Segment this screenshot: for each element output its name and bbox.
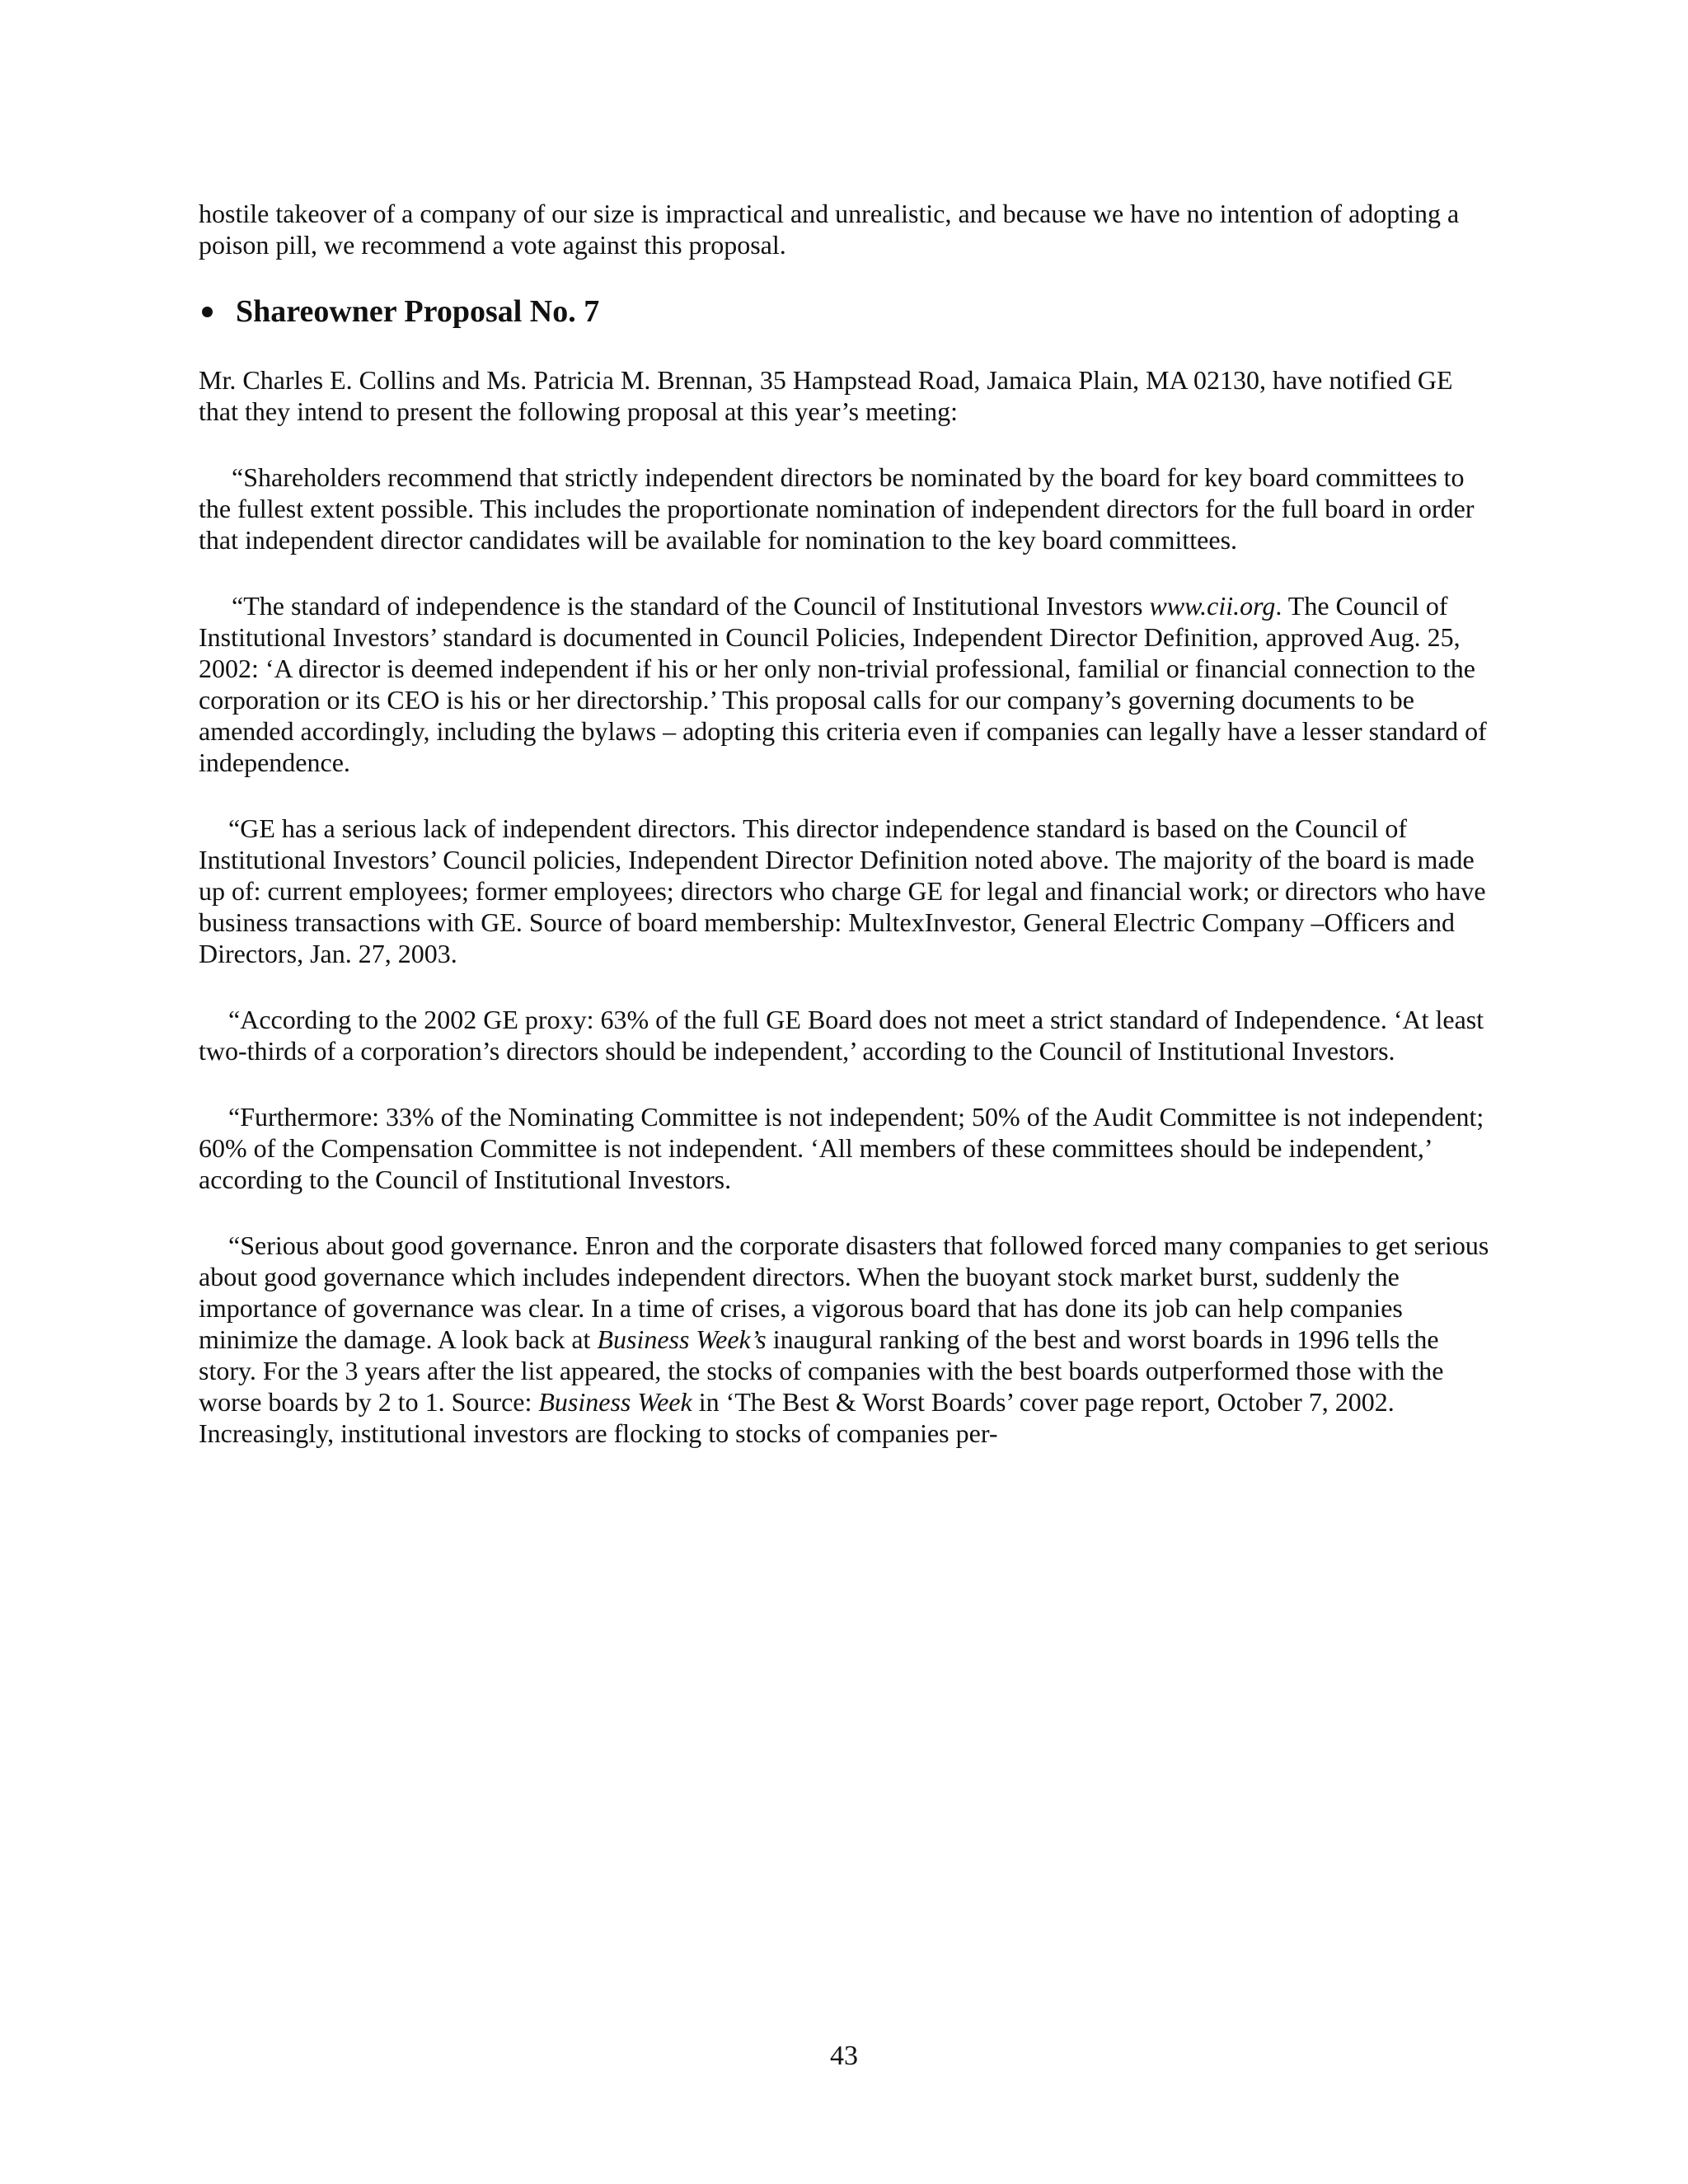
p6-text-part3: in ‘The Best & Worst Boards’ cover page report, October 7, 2002. Increasingly, institutional investors are flocking to stocks of companies per- (199, 1387, 1395, 1448)
proposal-heading (199, 293, 1493, 330)
proposal-paragraph-6 (199, 1230, 1493, 1449)
p2-text-after: . The Council of Institutional Investors’ standard is documented in Council Policies, Independent Director Definition, approved Aug. 25, 2002: ‘A director is deemed independent if his or her only non-trivial professional, familial or financial connection to the corporation or its CEO is his or her directorship.’ This proposal calls for our company’s governing documents to be amended accordingly, including the bylaws – adopting this criteria even if companies can legally have a lesser standard of independence. (199, 591, 1487, 777)
p6-italic-business-week: Business Week (538, 1387, 692, 1417)
proposal-paragraph-2 (199, 590, 1493, 778)
document-body (199, 198, 1493, 1483)
proposal-paragraph-3: “GE has a serious lack of independent directors. This director independence standard is based on the Council of Institutional Investors’ Council policies, Independent Director Definition noted above. The majority of the board is made up of: current employees; former employees; directors who charge GE for legal and financial work; or directors who have business transactions with GE. Source of board membership: MultexInvestor, General Electric Company –Officers and Directors, Jan. 27, 2003. (199, 813, 1486, 968)
p6-text-part2: inaugural ranking of the best and worst boards in 1996 tells the story. For the 3 years after the list appeared, the stocks of companies with the best boards outperformed those with the worse boards by 2 to 1. Source: (199, 1324, 1444, 1417)
p2-text-before: “The standard of independence is the standard of the Council of Institutional Investors (232, 591, 1150, 621)
p6-text-part1: “Serious about good governance. Enron and the corporate disasters that followed forced many companies to get serious about good governance which includes independent directors. When the buoyant stock market burst, suddenly the importance of governance was clear. In a time of crises, a vigorous board that has done its job can help companies minimize the damage. A look back at (199, 1230, 1489, 1354)
page-number: 43 (830, 2041, 858, 2071)
intro-paragraph: Mr. Charles E. Collins and Ms. Patricia M. Brennan, 35 Hampstead Road, Jamaica Plain, MA 02130, have notified GE that they intend to present the following proposal at this year’s meeting: (199, 365, 1453, 426)
proposal-heading-text: Shareowner Proposal No. 7 (236, 294, 600, 329)
bullet-icon (202, 307, 213, 317)
p6-italic-business-weeks: Business Week’s (597, 1324, 767, 1354)
proposal-paragraph-1: “Shareholders recommend that strictly independent directors be nominated by the board for key board committees to the fullest extent possible. This includes the proportionate nomination of independent directors for the full board in order that independent director candidates will be available for nomination to the key board committees. (199, 462, 1475, 555)
proposal-paragraph-4: “According to the 2002 GE proxy: 63% of the full GE Board does not meet a strict standard of Independence. ‘At least two-thirds of a corporation’s directors should be independent,’ according to the Council of Institutional Investors. (199, 1005, 1484, 1066)
cii-website-link: www.cii.org (1149, 591, 1276, 621)
proposal-paragraph-5: “Furthermore: 33% of the Nominating Committee is not independent; 50% of the Audit Committee is not independent; 60% of the Compensation Committee is not independent. ‘All members of these committees should be independent,’ according to the Council of Institutional Investors. (199, 1102, 1484, 1194)
continuation-paragraph: hostile takeover of a company of our size is impractical and unrealistic, and because we have no intention of adopting a poison pill, we recommend a vote against this proposal. (199, 199, 1460, 260)
